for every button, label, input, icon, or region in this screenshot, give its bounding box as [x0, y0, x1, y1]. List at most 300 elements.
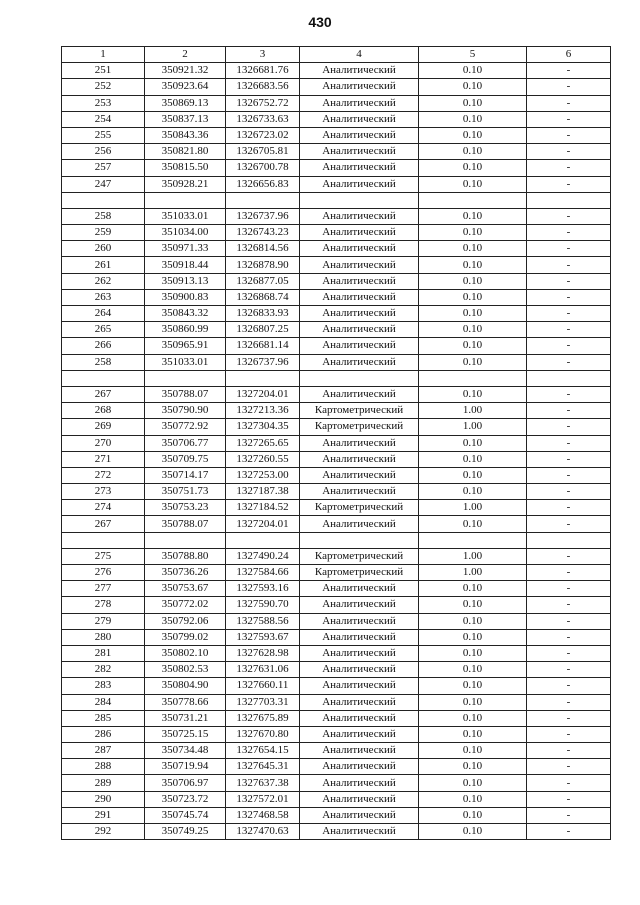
cell-y-coordinate: 1327637.38	[226, 775, 300, 791]
cell-point-number: 262	[62, 273, 145, 289]
cell-method: Аналитический	[300, 127, 419, 143]
cell-y-coordinate: 1326737.96	[226, 208, 300, 224]
cell-y-coordinate: 1327593.67	[226, 629, 300, 645]
table-row	[62, 548, 611, 564]
table-row	[62, 516, 611, 532]
cell-point-number	[62, 370, 145, 386]
cell-note: -	[527, 743, 611, 759]
cell-method	[300, 192, 419, 208]
cell-accuracy: 0.10	[419, 613, 527, 629]
cell-y-coordinate: 1326878.90	[226, 257, 300, 273]
cell-point-number: 279	[62, 613, 145, 629]
cell-x-coordinate: 350788.07	[145, 516, 226, 532]
cell-x-coordinate: 350745.74	[145, 807, 226, 823]
table-row	[62, 386, 611, 402]
table-row	[62, 306, 611, 322]
cell-accuracy: 0.10	[419, 743, 527, 759]
cell-x-coordinate: 350778.66	[145, 694, 226, 710]
cell-x-coordinate: 350971.33	[145, 241, 226, 257]
table-row	[62, 289, 611, 305]
cell-method: Аналитический	[300, 111, 419, 127]
cell-x-coordinate: 350709.75	[145, 451, 226, 467]
cell-y-coordinate: 1327584.66	[226, 565, 300, 581]
column-header: 5	[419, 47, 527, 63]
column-header: 1	[62, 47, 145, 63]
cell-accuracy: 0.10	[419, 694, 527, 710]
cell-accuracy: 0.10	[419, 629, 527, 645]
cell-y-coordinate: 1327204.01	[226, 516, 300, 532]
table-row	[62, 597, 611, 613]
cell-x-coordinate: 350923.64	[145, 79, 226, 95]
cell-point-number: 268	[62, 403, 145, 419]
cell-point-number: 267	[62, 386, 145, 402]
cell-y-coordinate: 1327253.00	[226, 467, 300, 483]
cell-accuracy: 0.10	[419, 678, 527, 694]
cell-note: -	[527, 79, 611, 95]
cell-note: -	[527, 338, 611, 354]
table-row	[62, 645, 611, 661]
cell-y-coordinate: 1327572.01	[226, 791, 300, 807]
table-row	[62, 613, 611, 629]
cell-method: Аналитический	[300, 807, 419, 823]
cell-accuracy: 0.10	[419, 111, 527, 127]
cell-point-number: 255	[62, 127, 145, 143]
cell-method: Аналитический	[300, 613, 419, 629]
cell-y-coordinate: 1327670.80	[226, 726, 300, 742]
cell-accuracy: 0.10	[419, 386, 527, 402]
table-body	[62, 63, 611, 840]
cell-y-coordinate: 1327631.06	[226, 662, 300, 678]
table-row	[62, 710, 611, 726]
cell-point-number: 283	[62, 678, 145, 694]
cell-x-coordinate: 351034.00	[145, 225, 226, 241]
cell-note: -	[527, 241, 611, 257]
cell-accuracy: 0.10	[419, 354, 527, 370]
cell-note: -	[527, 403, 611, 419]
cell-point-number: 292	[62, 824, 145, 840]
cell-point-number: 289	[62, 775, 145, 791]
cell-x-coordinate: 350788.80	[145, 548, 226, 564]
cell-point-number: 259	[62, 225, 145, 241]
cell-point-number: 282	[62, 662, 145, 678]
cell-note: -	[527, 629, 611, 645]
cell-note: -	[527, 565, 611, 581]
cell-method: Аналитический	[300, 338, 419, 354]
cell-x-coordinate: 350719.94	[145, 759, 226, 775]
cell-x-coordinate: 350921.32	[145, 63, 226, 79]
cell-note: -	[527, 597, 611, 613]
cell-method: Аналитический	[300, 257, 419, 273]
cell-method: Аналитический	[300, 273, 419, 289]
cell-accuracy: 0.10	[419, 273, 527, 289]
cell-note: -	[527, 435, 611, 451]
cell-y-coordinate	[226, 370, 300, 386]
cell-x-coordinate: 350860.99	[145, 322, 226, 338]
cell-y-coordinate: 1327213.36	[226, 403, 300, 419]
cell-accuracy: 0.10	[419, 322, 527, 338]
cell-accuracy: 0.10	[419, 662, 527, 678]
cell-x-coordinate: 350821.80	[145, 144, 226, 160]
cell-y-coordinate: 1327590.70	[226, 597, 300, 613]
cell-method: Картометрический	[300, 500, 419, 516]
cell-method: Аналитический	[300, 516, 419, 532]
cell-y-coordinate: 1327260.55	[226, 451, 300, 467]
cell-y-coordinate: 1327628.98	[226, 645, 300, 661]
table-row	[62, 694, 611, 710]
cell-y-coordinate: 1327304.35	[226, 419, 300, 435]
column-header: 4	[300, 47, 419, 63]
table-row	[62, 208, 611, 224]
cell-y-coordinate: 1327588.56	[226, 613, 300, 629]
table-row	[62, 759, 611, 775]
cell-x-coordinate: 350918.44	[145, 257, 226, 273]
cell-accuracy: 0.10	[419, 176, 527, 192]
cell-y-coordinate: 1326723.02	[226, 127, 300, 143]
cell-y-coordinate: 1327660.11	[226, 678, 300, 694]
cell-accuracy: 0.10	[419, 759, 527, 775]
cell-y-coordinate	[226, 192, 300, 208]
cell-x-coordinate	[145, 192, 226, 208]
cell-x-coordinate: 351033.01	[145, 208, 226, 224]
cell-accuracy: 0.10	[419, 581, 527, 597]
table-row	[62, 225, 611, 241]
cell-accuracy: 0.10	[419, 710, 527, 726]
cell-note: -	[527, 807, 611, 823]
cell-note: -	[527, 467, 611, 483]
cell-y-coordinate: 1326752.72	[226, 95, 300, 111]
cell-accuracy: 1.00	[419, 548, 527, 564]
cell-note: -	[527, 225, 611, 241]
cell-method: Картометрический	[300, 403, 419, 419]
cell-point-number: 286	[62, 726, 145, 742]
cell-accuracy: 1.00	[419, 403, 527, 419]
cell-method: Аналитический	[300, 629, 419, 645]
table-row	[62, 419, 611, 435]
column-header: 3	[226, 47, 300, 63]
cell-point-number: 258	[62, 208, 145, 224]
cell-method: Аналитический	[300, 678, 419, 694]
table-row	[62, 678, 611, 694]
cell-point-number: 272	[62, 467, 145, 483]
cell-point-number: 263	[62, 289, 145, 305]
cell-point-number: 287	[62, 743, 145, 759]
table-row	[62, 111, 611, 127]
cell-accuracy: 1.00	[419, 419, 527, 435]
table-row	[62, 160, 611, 176]
table-row	[62, 192, 611, 208]
cell-note	[527, 370, 611, 386]
cell-y-coordinate: 1326681.14	[226, 338, 300, 354]
cell-note: -	[527, 322, 611, 338]
cell-note: -	[527, 176, 611, 192]
cell-point-number: 274	[62, 500, 145, 516]
header-row	[62, 47, 611, 63]
cell-y-coordinate: 1326814.56	[226, 241, 300, 257]
cell-x-coordinate: 350706.97	[145, 775, 226, 791]
cell-method: Картометрический	[300, 548, 419, 564]
cell-accuracy: 0.10	[419, 451, 527, 467]
cell-y-coordinate: 1327187.38	[226, 484, 300, 500]
cell-y-coordinate: 1327654.15	[226, 743, 300, 759]
table-row	[62, 403, 611, 419]
cell-note: -	[527, 662, 611, 678]
cell-method: Картометрический	[300, 565, 419, 581]
cell-y-coordinate: 1326877.05	[226, 273, 300, 289]
table-row	[62, 127, 611, 143]
cell-x-coordinate: 350900.83	[145, 289, 226, 305]
cell-x-coordinate: 351033.01	[145, 354, 226, 370]
cell-note: -	[527, 95, 611, 111]
cell-x-coordinate	[145, 532, 226, 548]
cell-accuracy: 0.10	[419, 127, 527, 143]
table-row	[62, 662, 611, 678]
table-row	[62, 824, 611, 840]
cell-point-number: 273	[62, 484, 145, 500]
table-row	[62, 273, 611, 289]
cell-method: Аналитический	[300, 775, 419, 791]
cell-x-coordinate: 350837.13	[145, 111, 226, 127]
cell-method: Аналитический	[300, 386, 419, 402]
cell-accuracy: 0.10	[419, 144, 527, 160]
cell-x-coordinate: 350928.21	[145, 176, 226, 192]
cell-point-number: 252	[62, 79, 145, 95]
cell-method: Аналитический	[300, 176, 419, 192]
table-row	[62, 629, 611, 645]
table-row	[62, 743, 611, 759]
cell-point-number: 291	[62, 807, 145, 823]
cell-note: -	[527, 306, 611, 322]
cell-y-coordinate: 1327470.63	[226, 824, 300, 840]
coordinates-table	[61, 46, 611, 840]
cell-method: Аналитический	[300, 79, 419, 95]
cell-accuracy: 0.10	[419, 824, 527, 840]
cell-x-coordinate: 350869.13	[145, 95, 226, 111]
cell-x-coordinate: 350749.25	[145, 824, 226, 840]
cell-accuracy: 0.10	[419, 807, 527, 823]
cell-point-number: 270	[62, 435, 145, 451]
cell-note: -	[527, 581, 611, 597]
cell-note: -	[527, 354, 611, 370]
cell-y-coordinate: 1327490.24	[226, 548, 300, 564]
cell-accuracy: 1.00	[419, 500, 527, 516]
table-row	[62, 176, 611, 192]
cell-note: -	[527, 791, 611, 807]
cell-method: Аналитический	[300, 710, 419, 726]
cell-x-coordinate: 350734.48	[145, 743, 226, 759]
cell-note: -	[527, 500, 611, 516]
cell-note: -	[527, 63, 611, 79]
cell-accuracy: 0.10	[419, 241, 527, 257]
cell-y-coordinate: 1327593.16	[226, 581, 300, 597]
cell-y-coordinate: 1327184.52	[226, 500, 300, 516]
cell-note: -	[527, 289, 611, 305]
cell-method	[300, 370, 419, 386]
cell-x-coordinate: 350799.02	[145, 629, 226, 645]
cell-point-number: 280	[62, 629, 145, 645]
cell-y-coordinate: 1326833.93	[226, 306, 300, 322]
cell-point-number: 281	[62, 645, 145, 661]
table-row	[62, 257, 611, 273]
cell-note: -	[527, 208, 611, 224]
table-row	[62, 532, 611, 548]
cell-point-number: 267	[62, 516, 145, 532]
cell-point-number: 271	[62, 451, 145, 467]
cell-point-number: 285	[62, 710, 145, 726]
cell-method: Аналитический	[300, 484, 419, 500]
cell-method: Аналитический	[300, 662, 419, 678]
cell-method: Аналитический	[300, 743, 419, 759]
cell-note: -	[527, 386, 611, 402]
cell-note: -	[527, 111, 611, 127]
column-header: 2	[145, 47, 226, 63]
cell-point-number: 290	[62, 791, 145, 807]
cell-y-coordinate: 1326681.76	[226, 63, 300, 79]
cell-point-number: 247	[62, 176, 145, 192]
cell-y-coordinate: 1327675.89	[226, 710, 300, 726]
cell-accuracy	[419, 370, 527, 386]
cell-x-coordinate: 350723.72	[145, 791, 226, 807]
cell-method: Аналитический	[300, 322, 419, 338]
cell-method: Аналитический	[300, 208, 419, 224]
cell-point-number: 278	[62, 597, 145, 613]
cell-accuracy	[419, 192, 527, 208]
cell-note: -	[527, 516, 611, 532]
cell-x-coordinate: 350804.90	[145, 678, 226, 694]
cell-accuracy	[419, 532, 527, 548]
cell-method: Аналитический	[300, 791, 419, 807]
cell-accuracy: 0.10	[419, 484, 527, 500]
cell-method: Аналитический	[300, 63, 419, 79]
cell-method: Аналитический	[300, 694, 419, 710]
cell-note: -	[527, 160, 611, 176]
cell-x-coordinate: 350802.10	[145, 645, 226, 661]
table-row	[62, 79, 611, 95]
cell-x-coordinate: 350792.06	[145, 613, 226, 629]
cell-method: Аналитический	[300, 225, 419, 241]
cell-x-coordinate: 350843.32	[145, 306, 226, 322]
cell-accuracy: 0.10	[419, 63, 527, 79]
cell-x-coordinate: 350790.90	[145, 403, 226, 419]
cell-accuracy: 0.10	[419, 338, 527, 354]
cell-point-number: 261	[62, 257, 145, 273]
cell-x-coordinate: 350772.02	[145, 597, 226, 613]
table-row	[62, 775, 611, 791]
cell-point-number: 253	[62, 95, 145, 111]
cell-x-coordinate: 350772.92	[145, 419, 226, 435]
cell-method: Аналитический	[300, 435, 419, 451]
cell-note: -	[527, 451, 611, 467]
cell-note	[527, 532, 611, 548]
cell-point-number: 264	[62, 306, 145, 322]
cell-accuracy: 0.10	[419, 289, 527, 305]
cell-y-coordinate	[226, 532, 300, 548]
cell-note: -	[527, 824, 611, 840]
cell-x-coordinate: 350913.13	[145, 273, 226, 289]
cell-method: Аналитический	[300, 306, 419, 322]
table-row	[62, 500, 611, 516]
cell-x-coordinate: 350753.67	[145, 581, 226, 597]
cell-method: Аналитический	[300, 451, 419, 467]
cell-y-coordinate: 1326733.63	[226, 111, 300, 127]
cell-note: -	[527, 775, 611, 791]
cell-method: Аналитический	[300, 144, 419, 160]
cell-note: -	[527, 273, 611, 289]
table-row	[62, 370, 611, 386]
cell-note: -	[527, 678, 611, 694]
cell-note: -	[527, 484, 611, 500]
cell-x-coordinate: 350731.21	[145, 710, 226, 726]
cell-x-coordinate	[145, 370, 226, 386]
cell-point-number: 256	[62, 144, 145, 160]
table-row	[62, 451, 611, 467]
cell-method: Аналитический	[300, 597, 419, 613]
table-row	[62, 241, 611, 257]
cell-point-number: 269	[62, 419, 145, 435]
cell-accuracy: 0.10	[419, 726, 527, 742]
cell-point-number: 257	[62, 160, 145, 176]
cell-method: Аналитический	[300, 467, 419, 483]
table-row	[62, 484, 611, 500]
cell-y-coordinate: 1326868.74	[226, 289, 300, 305]
cell-point-number: 258	[62, 354, 145, 370]
cell-point-number	[62, 532, 145, 548]
cell-method: Аналитический	[300, 354, 419, 370]
cell-point-number: 266	[62, 338, 145, 354]
cell-note: -	[527, 710, 611, 726]
table-row	[62, 144, 611, 160]
cell-note: -	[527, 127, 611, 143]
cell-point-number: 277	[62, 581, 145, 597]
cell-note: -	[527, 613, 611, 629]
cell-point-number: 254	[62, 111, 145, 127]
cell-point-number: 288	[62, 759, 145, 775]
cell-accuracy: 0.10	[419, 791, 527, 807]
page-number: 430	[308, 14, 332, 30]
cell-y-coordinate: 1327468.58	[226, 807, 300, 823]
cell-accuracy: 0.10	[419, 645, 527, 661]
cell-note: -	[527, 694, 611, 710]
cell-accuracy: 0.10	[419, 225, 527, 241]
cell-accuracy: 0.10	[419, 775, 527, 791]
cell-method	[300, 532, 419, 548]
cell-note: -	[527, 144, 611, 160]
table-row	[62, 581, 611, 597]
table-row	[62, 565, 611, 581]
cell-accuracy: 0.10	[419, 208, 527, 224]
table-header	[62, 47, 611, 63]
cell-point-number: 284	[62, 694, 145, 710]
cell-method: Аналитический	[300, 95, 419, 111]
cell-note: -	[527, 419, 611, 435]
cell-y-coordinate: 1327703.31	[226, 694, 300, 710]
cell-y-coordinate: 1327204.01	[226, 386, 300, 402]
cell-x-coordinate: 350965.91	[145, 338, 226, 354]
cell-method: Аналитический	[300, 645, 419, 661]
table-row	[62, 95, 611, 111]
cell-point-number: 265	[62, 322, 145, 338]
cell-x-coordinate: 350815.50	[145, 160, 226, 176]
cell-point-number	[62, 192, 145, 208]
cell-method: Картометрический	[300, 419, 419, 435]
cell-point-number: 251	[62, 63, 145, 79]
cell-point-number: 276	[62, 565, 145, 581]
table-row	[62, 354, 611, 370]
cell-x-coordinate: 350843.36	[145, 127, 226, 143]
cell-y-coordinate: 1326700.78	[226, 160, 300, 176]
cell-y-coordinate: 1326737.96	[226, 354, 300, 370]
cell-note: -	[527, 726, 611, 742]
table-row	[62, 726, 611, 742]
